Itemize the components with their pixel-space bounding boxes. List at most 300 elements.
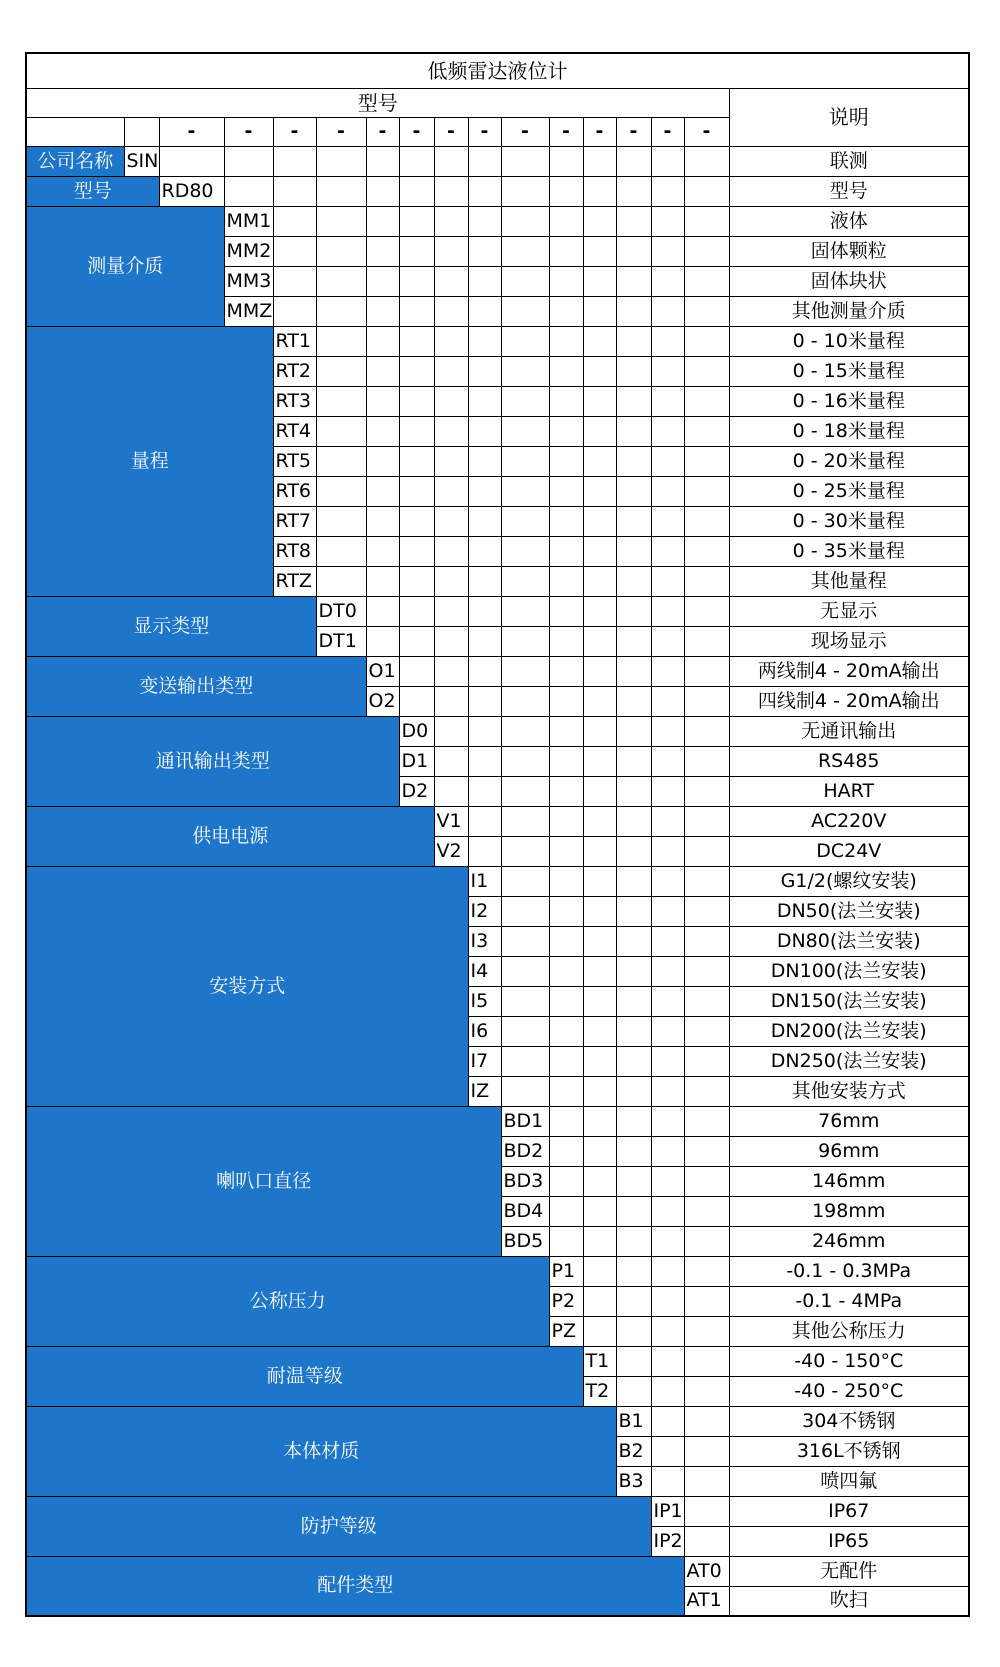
empty-grid-cell (468, 476, 501, 506)
empty-grid-cell (468, 356, 501, 386)
empty-grid-cell (651, 296, 684, 326)
empty-grid-cell (434, 656, 468, 686)
dash-separator-cell: - (468, 117, 501, 146)
empty-grid-cell (684, 206, 729, 236)
empty-grid-cell (583, 866, 616, 896)
empty-grid-cell (684, 296, 729, 326)
empty-grid-cell (651, 626, 684, 656)
empty-grid-cell (273, 266, 316, 296)
category-cell-10: 公称压力 (26, 1256, 549, 1346)
empty-grid-cell (583, 1076, 616, 1106)
empty-grid-cell (468, 686, 501, 716)
code-cell: RT3 (273, 386, 316, 416)
empty-grid-cell (616, 1316, 651, 1346)
empty-grid-cell (501, 536, 549, 566)
empty-grid-cell (434, 446, 468, 476)
code-cell: IZ (468, 1076, 501, 1106)
empty-grid-cell (468, 806, 501, 836)
empty-grid-cell (651, 836, 684, 866)
description-cell: DN250(法兰安装) (729, 1046, 969, 1076)
empty-grid-cell (501, 1046, 549, 1076)
empty-grid-cell (651, 386, 684, 416)
empty-grid-cell (684, 1076, 729, 1106)
empty-grid-cell (651, 716, 684, 746)
empty-grid-cell (399, 416, 434, 446)
empty-grid-cell (651, 1166, 684, 1196)
empty-grid-cell (549, 656, 583, 686)
empty-grid-cell (366, 356, 399, 386)
empty-grid-cell (583, 926, 616, 956)
empty-grid-cell (651, 1106, 684, 1136)
empty-grid-cell (616, 296, 651, 326)
empty-grid-cell (549, 806, 583, 836)
empty-grid-cell (651, 746, 684, 776)
empty-grid-cell (549, 266, 583, 296)
description-cell: 0 - 25米量程 (729, 476, 969, 506)
description-cell: 0 - 18米量程 (729, 416, 969, 446)
empty-grid-cell (434, 476, 468, 506)
empty-grid-cell (616, 416, 651, 446)
empty-grid-cell (399, 296, 434, 326)
empty-grid-cell (651, 566, 684, 596)
code-cell: BD4 (501, 1196, 549, 1226)
empty-grid-cell (549, 1046, 583, 1076)
empty-grid-cell (273, 206, 316, 236)
empty-grid-cell (316, 476, 366, 506)
code-cell: D0 (399, 716, 434, 746)
empty-grid-cell (684, 1346, 729, 1376)
empty-grid-cell (616, 686, 651, 716)
empty-grid-cell (583, 476, 616, 506)
empty-grid-cell (684, 746, 729, 776)
empty-grid-cell (224, 146, 273, 176)
empty-grid-cell (684, 566, 729, 596)
description-cell: 0 - 16米量程 (729, 386, 969, 416)
empty-grid-cell (651, 1436, 684, 1466)
empty-grid-cell (434, 686, 468, 716)
empty-grid-cell (583, 1166, 616, 1196)
empty-grid-cell (684, 236, 729, 266)
empty-grid-cell (434, 416, 468, 446)
empty-grid-cell (583, 416, 616, 446)
code-cell: B3 (616, 1466, 651, 1496)
empty-grid-cell (684, 1316, 729, 1346)
empty-grid-cell (549, 146, 583, 176)
empty-grid-cell (651, 1046, 684, 1076)
category-cell-11: 耐温等级 (26, 1346, 583, 1406)
empty-grid-cell (316, 566, 366, 596)
empty-grid-cell (501, 296, 549, 326)
code-cell: D1 (399, 746, 434, 776)
empty-grid-cell (651, 266, 684, 296)
empty-grid-cell (651, 536, 684, 566)
empty-grid-cell (366, 446, 399, 476)
empty-grid-cell (684, 266, 729, 296)
code-cell: T1 (583, 1346, 616, 1376)
empty-grid-cell (316, 296, 366, 326)
description-cell: -0.1 - 0.3MPa (729, 1256, 969, 1286)
description-cell: HART (729, 776, 969, 806)
empty-grid-cell (616, 536, 651, 566)
empty-grid-cell (399, 236, 434, 266)
code-cell: RTZ (273, 566, 316, 596)
description-cell: IP67 (729, 1496, 969, 1526)
empty-grid-cell (616, 1286, 651, 1316)
empty-grid-cell (549, 1076, 583, 1106)
empty-grid-cell (684, 716, 729, 746)
code-cell: I7 (468, 1046, 501, 1076)
empty-grid-cell (468, 716, 501, 746)
empty-grid-cell (434, 296, 468, 326)
empty-grid-cell (684, 776, 729, 806)
empty-grid-cell (651, 236, 684, 266)
code-cell: BD3 (501, 1166, 549, 1196)
empty-grid-cell (684, 416, 729, 446)
dash-separator-cell: - (616, 117, 651, 146)
empty-grid-cell (468, 206, 501, 236)
dash-separator-cell: - (684, 117, 729, 146)
empty-grid-cell (549, 746, 583, 776)
empty-grid-cell (651, 416, 684, 446)
empty-grid-cell (366, 506, 399, 536)
empty-grid-cell (501, 146, 549, 176)
empty-grid-cell (651, 356, 684, 386)
description-cell: 0 - 20米量程 (729, 446, 969, 476)
description-cell: 无显示 (729, 596, 969, 626)
dash-separator-cell: - (651, 117, 684, 146)
empty-grid-cell (651, 956, 684, 986)
empty-grid-cell (399, 536, 434, 566)
category-cell-8: 安装方式 (26, 866, 468, 1106)
category-cell-5: 变送输出类型 (26, 656, 366, 716)
empty-grid-cell (651, 896, 684, 926)
empty-grid-cell (583, 146, 616, 176)
code-cell: BD5 (501, 1226, 549, 1256)
empty-grid-cell (399, 446, 434, 476)
empty-grid-cell (468, 266, 501, 296)
empty-grid-cell (501, 626, 549, 656)
empty-grid-cell (316, 176, 366, 206)
empty-grid-cell (616, 896, 651, 926)
empty-grid-cell (501, 746, 549, 776)
empty-grid-cell (651, 1406, 684, 1436)
empty-grid-cell (684, 656, 729, 686)
empty-grid-cell (684, 1136, 729, 1166)
empty-grid-cell (468, 446, 501, 476)
empty-grid-cell (583, 1256, 616, 1286)
description-cell: -40 - 250°C (729, 1376, 969, 1406)
code-cell: RT4 (273, 416, 316, 446)
empty-grid-cell (434, 206, 468, 236)
empty-grid-cell (651, 476, 684, 506)
description-cell: 其他量程 (729, 566, 969, 596)
description-cell: 无配件 (729, 1556, 969, 1586)
empty-grid-cell (549, 986, 583, 1016)
code-cell: MMZ (224, 296, 273, 326)
empty-grid-cell (549, 176, 583, 206)
code-cell: BD2 (501, 1136, 549, 1166)
empty-grid-cell (616, 206, 651, 236)
empty-grid-cell (434, 326, 468, 356)
empty-grid-cell (616, 1136, 651, 1166)
empty-grid-cell (651, 1466, 684, 1496)
empty-grid-cell (549, 596, 583, 626)
category-cell-6: 通讯输出类型 (26, 716, 399, 806)
model-code-header: 型号 (26, 88, 729, 117)
empty-grid-cell (616, 146, 651, 176)
code-cell: RT6 (273, 476, 316, 506)
empty-grid-cell (616, 1166, 651, 1196)
description-cell: 0 - 10米量程 (729, 326, 969, 356)
empty-grid-cell (684, 1256, 729, 1286)
empty-grid-cell (684, 866, 729, 896)
code-cell: RT2 (273, 356, 316, 386)
empty-grid-cell (616, 506, 651, 536)
description-cell: IP65 (729, 1526, 969, 1556)
description-cell: G1/2(螺纹安装) (729, 866, 969, 896)
code-cell: I2 (468, 896, 501, 926)
empty-grid-cell (684, 146, 729, 176)
empty-grid-cell (684, 1106, 729, 1136)
empty-grid-cell (501, 416, 549, 446)
empty-grid-cell (434, 536, 468, 566)
dash-separator-cell: - (434, 117, 468, 146)
description-cell: RS485 (729, 746, 969, 776)
description-cell: DC24V (729, 836, 969, 866)
code-cell: O2 (366, 686, 399, 716)
empty-grid-cell (583, 956, 616, 986)
empty-grid-cell (366, 626, 399, 656)
code-cell: PZ (549, 1316, 583, 1346)
category-cell-12: 本体材质 (26, 1406, 616, 1496)
empty-grid-cell (366, 596, 399, 626)
empty-grid-cell (468, 296, 501, 326)
empty-grid-cell (549, 956, 583, 986)
empty-grid-cell (366, 206, 399, 236)
code-cell: RD80 (159, 176, 224, 206)
empty-grid-cell (434, 356, 468, 386)
empty-grid-cell (434, 626, 468, 656)
empty-grid-cell (316, 506, 366, 536)
description-cell: 喷四氟 (729, 1466, 969, 1496)
empty-grid-cell (501, 176, 549, 206)
empty-grid-cell (616, 1196, 651, 1226)
empty-grid-cell (616, 1226, 651, 1256)
empty-grid-cell (501, 926, 549, 956)
empty-grid-cell (684, 176, 729, 206)
description-cell: -40 - 150°C (729, 1346, 969, 1376)
empty-grid-cell (468, 176, 501, 206)
empty-grid-cell (468, 656, 501, 686)
description-cell: 316L不锈钢 (729, 1436, 969, 1466)
dash-spacer-code-cell (124, 117, 159, 146)
code-cell: RT7 (273, 506, 316, 536)
dash-separator-cell: - (583, 117, 616, 146)
empty-grid-cell (616, 1046, 651, 1076)
empty-grid-cell (583, 1196, 616, 1226)
empty-grid-cell (434, 386, 468, 416)
empty-grid-cell (501, 686, 549, 716)
empty-grid-cell (224, 176, 273, 206)
category-cell-3: 量程 (26, 326, 273, 596)
empty-grid-cell (651, 986, 684, 1016)
empty-grid-cell (651, 1016, 684, 1046)
empty-grid-cell (651, 866, 684, 896)
description-cell: 304不锈钢 (729, 1406, 969, 1436)
code-cell: DT0 (316, 596, 366, 626)
dash-separator-cell: - (159, 117, 224, 146)
empty-grid-cell (616, 1376, 651, 1406)
empty-grid-cell (549, 206, 583, 236)
empty-grid-cell (468, 746, 501, 776)
empty-grid-cell (549, 1226, 583, 1256)
empty-grid-cell (616, 1106, 651, 1136)
empty-grid-cell (273, 146, 316, 176)
empty-grid-cell (583, 626, 616, 656)
description-cell: 146mm (729, 1166, 969, 1196)
empty-grid-cell (366, 176, 399, 206)
empty-grid-cell (549, 686, 583, 716)
empty-grid-cell (616, 716, 651, 746)
empty-grid-cell (583, 176, 616, 206)
empty-grid-cell (684, 1436, 729, 1466)
description-cell: DN80(法兰安装) (729, 926, 969, 956)
empty-grid-cell (316, 326, 366, 356)
empty-grid-cell (684, 1406, 729, 1436)
empty-grid-cell (501, 716, 549, 746)
empty-grid-cell (684, 1196, 729, 1226)
code-cell: DT1 (316, 626, 366, 656)
empty-grid-cell (316, 206, 366, 236)
empty-grid-cell (468, 566, 501, 596)
description-cell: 固体颗粒 (729, 236, 969, 266)
description-cell: 96mm (729, 1136, 969, 1166)
empty-grid-cell (583, 686, 616, 716)
code-cell: V2 (434, 836, 468, 866)
page-title: 低频雷达液位计 (26, 53, 969, 88)
empty-grid-cell (616, 836, 651, 866)
empty-grid-cell (684, 926, 729, 956)
empty-grid-cell (273, 176, 316, 206)
empty-grid-cell (616, 1016, 651, 1046)
empty-grid-cell (684, 506, 729, 536)
empty-grid-cell (616, 656, 651, 686)
empty-grid-cell (651, 926, 684, 956)
empty-grid-cell (549, 1016, 583, 1046)
empty-grid-cell (399, 176, 434, 206)
empty-grid-cell (651, 1256, 684, 1286)
empty-grid-cell (583, 356, 616, 386)
code-cell: B2 (616, 1436, 651, 1466)
category-cell-7: 供电电源 (26, 806, 434, 866)
empty-grid-cell (616, 386, 651, 416)
empty-grid-cell (501, 656, 549, 686)
empty-grid-cell (583, 506, 616, 536)
empty-grid-cell (434, 266, 468, 296)
code-cell: AT1 (684, 1586, 729, 1616)
empty-grid-cell (549, 626, 583, 656)
empty-grid-cell (399, 266, 434, 296)
empty-grid-cell (583, 1046, 616, 1076)
empty-grid-cell (651, 1376, 684, 1406)
dash-separator-cell: - (549, 117, 583, 146)
empty-grid-cell (468, 836, 501, 866)
empty-grid-cell (434, 716, 468, 746)
empty-grid-cell (316, 386, 366, 416)
code-cell: BD1 (501, 1106, 549, 1136)
empty-grid-cell (684, 1046, 729, 1076)
empty-grid-cell (501, 1076, 549, 1106)
empty-grid-cell (583, 446, 616, 476)
empty-grid-cell (651, 656, 684, 686)
empty-grid-cell (501, 956, 549, 986)
empty-grid-cell (501, 266, 549, 296)
code-cell: AT0 (684, 1556, 729, 1586)
empty-grid-cell (549, 416, 583, 446)
empty-grid-cell (501, 236, 549, 266)
empty-grid-cell (651, 506, 684, 536)
description-cell: 246mm (729, 1226, 969, 1256)
empty-grid-cell (434, 596, 468, 626)
empty-grid-cell (651, 1286, 684, 1316)
empty-grid-cell (684, 626, 729, 656)
empty-grid-cell (651, 146, 684, 176)
empty-grid-cell (616, 176, 651, 206)
empty-grid-cell (684, 806, 729, 836)
empty-grid-cell (549, 566, 583, 596)
code-cell: T2 (583, 1376, 616, 1406)
description-cell: 198mm (729, 1196, 969, 1226)
empty-grid-cell (684, 686, 729, 716)
empty-grid-cell (399, 356, 434, 386)
description-cell: DN150(法兰安装) (729, 986, 969, 1016)
empty-grid-cell (651, 1076, 684, 1106)
empty-grid-cell (684, 476, 729, 506)
empty-grid-cell (366, 326, 399, 356)
empty-grid-cell (434, 176, 468, 206)
empty-grid-cell (616, 626, 651, 656)
code-cell: RT8 (273, 536, 316, 566)
dash-separator-cell: - (366, 117, 399, 146)
empty-grid-cell (159, 146, 224, 176)
code-cell: I5 (468, 986, 501, 1016)
empty-grid-cell (549, 716, 583, 746)
empty-grid-cell (366, 386, 399, 416)
empty-grid-cell (501, 866, 549, 896)
empty-grid-cell (616, 866, 651, 896)
empty-grid-cell (684, 1376, 729, 1406)
empty-grid-cell (501, 986, 549, 1016)
empty-grid-cell (583, 266, 616, 296)
empty-grid-cell (399, 476, 434, 506)
category-cell-4: 显示类型 (26, 596, 316, 656)
empty-grid-cell (651, 446, 684, 476)
empty-grid-cell (684, 1526, 729, 1556)
empty-grid-cell (616, 326, 651, 356)
empty-grid-cell (316, 416, 366, 446)
empty-grid-cell (616, 596, 651, 626)
empty-grid-cell (616, 1346, 651, 1376)
empty-grid-cell (501, 326, 549, 356)
empty-grid-cell (684, 896, 729, 926)
empty-grid-cell (583, 656, 616, 686)
empty-grid-cell (501, 206, 549, 236)
description-cell: 其他公称压力 (729, 1316, 969, 1346)
empty-grid-cell (616, 446, 651, 476)
empty-grid-cell (684, 596, 729, 626)
code-cell: MM1 (224, 206, 273, 236)
empty-grid-cell (583, 1316, 616, 1346)
